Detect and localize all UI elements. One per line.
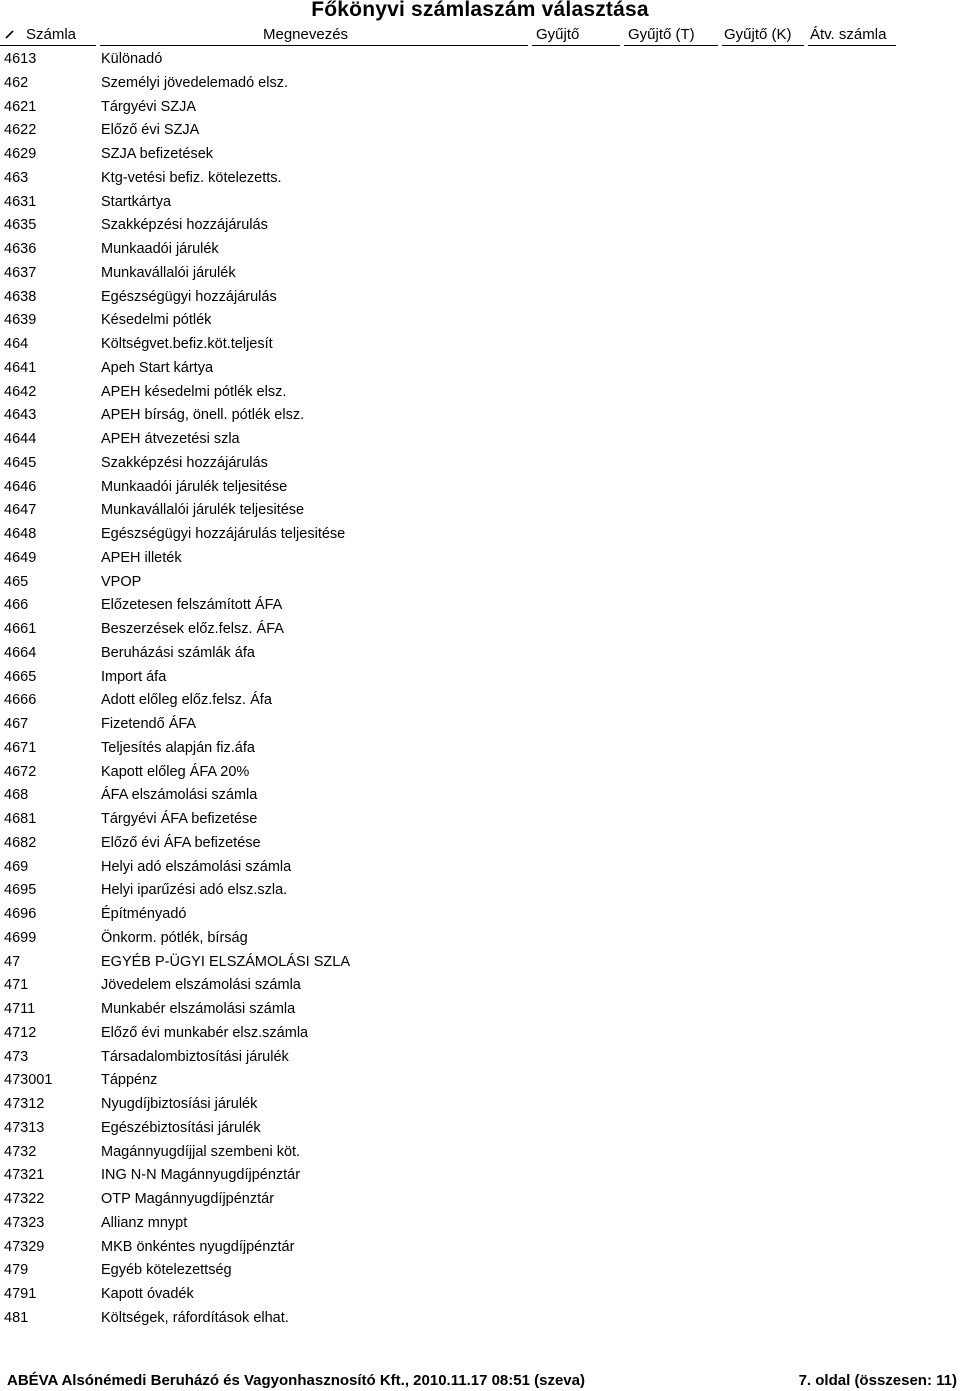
account-name: VPOP: [101, 573, 142, 590]
account-row[interactable]: [0, 262, 960, 286]
account-code: 469: [4, 858, 29, 875]
account-name: OTP Magánnyugdíjpénztár: [101, 1191, 275, 1207]
account-code: 47322: [4, 1191, 45, 1207]
column-header-gyujto-t[interactable]: Gyűjtő (T): [628, 26, 695, 43]
account-name: Egészébiztosítási járulék: [101, 1119, 261, 1136]
account-name: Nyugdíjbiztosíási járulék: [101, 1096, 258, 1112]
account-row[interactable]: [0, 1093, 960, 1117]
account-row[interactable]: [0, 784, 960, 808]
account-code: 468: [4, 787, 29, 804]
account-name: Költségek, ráfordítások elhat.: [101, 1309, 289, 1326]
header-underline: [722, 45, 804, 46]
column-header-gyujto[interactable]: Gyűjtő: [536, 26, 580, 43]
account-row[interactable]: [0, 618, 960, 642]
account-code: 4695: [4, 882, 37, 899]
account-code: 4639: [4, 312, 37, 329]
account-row[interactable]: [0, 642, 960, 666]
account-name: Allianz mnypt: [101, 1214, 188, 1231]
account-name: ÁFA elszámolási számla: [101, 787, 258, 804]
account-name: Előző évi ÁFA befizetése: [101, 834, 261, 851]
account-row[interactable]: [0, 404, 960, 428]
footer-company-info: ABÉVA Alsónémedi Beruházó és Vagyonhasznosító Kft., 2010.11.17 08:51 (szeva): [7, 1372, 585, 1389]
account-code: 47329: [4, 1238, 45, 1255]
account-name: Munkabér elszámolási számla: [101, 1001, 296, 1017]
account-name: SZJA befizetések: [101, 146, 214, 162]
account-row[interactable]: [0, 1236, 960, 1260]
account-name: Előző évi munkabér elsz.számla: [101, 1024, 309, 1041]
header-underline: [100, 45, 528, 46]
account-code: 4641: [4, 359, 37, 376]
account-name: Táppénz: [101, 1072, 158, 1089]
account-name: Fizetendő ÁFA: [101, 716, 197, 732]
account-code: 4635: [4, 217, 37, 234]
account-code: 4643: [4, 407, 37, 424]
account-code: 4646: [4, 478, 37, 495]
account-name: Munkaadói járulék: [101, 241, 219, 257]
account-code: 4732: [4, 1143, 37, 1160]
account-row[interactable]: [0, 309, 960, 333]
header-underline: [532, 45, 620, 46]
account-code: 47323: [4, 1214, 45, 1231]
account-code: 4682: [4, 834, 37, 851]
account-row[interactable]: [0, 381, 960, 405]
account-name: Költségvet.befiz.köt.teljesít: [101, 336, 273, 352]
account-code: 47: [4, 953, 21, 970]
column-header-atv-szamla[interactable]: Átv. számla: [810, 26, 887, 43]
account-name: Import áfa: [101, 668, 167, 685]
account-code: 4712: [4, 1024, 37, 1041]
account-code: 4638: [4, 288, 37, 305]
account-row[interactable]: [0, 357, 960, 381]
account-name: Önkorm. pótlék, bírság: [101, 929, 248, 946]
account-code: 471: [4, 977, 29, 994]
account-code: 47321: [4, 1167, 45, 1184]
account-row[interactable]: [0, 1212, 960, 1236]
account-row[interactable]: [0, 689, 960, 713]
account-row[interactable]: [0, 737, 960, 761]
account-name: Kapott óvadék: [101, 1286, 194, 1302]
account-name: Apeh Start kártya: [101, 359, 214, 376]
account-name: Szakképzési hozzájárulás: [101, 217, 268, 234]
account-code: 4613: [4, 51, 37, 67]
account-row[interactable]: [0, 476, 960, 500]
column-header-szamla[interactable]: Számla: [26, 26, 77, 43]
account-code: 465: [4, 573, 29, 590]
account-row[interactable]: [0, 547, 960, 571]
account-row[interactable]: [0, 428, 960, 452]
account-row[interactable]: [0, 191, 960, 215]
header-underline: [624, 45, 718, 46]
account-row[interactable]: [0, 452, 960, 476]
account-row[interactable]: [0, 927, 960, 951]
account-row[interactable]: [0, 96, 960, 120]
account-code: 4696: [4, 906, 37, 922]
account-code: 466: [4, 597, 29, 614]
account-row[interactable]: [0, 238, 960, 262]
account-name: Különadó: [101, 51, 163, 67]
account-row[interactable]: [0, 1259, 960, 1283]
account-code: 4645: [4, 454, 37, 471]
account-code: 4621: [4, 98, 37, 115]
account-name: ING N-N Magánnyugdíjpénztár: [101, 1167, 301, 1184]
account-name: Munkavállalói járulék: [101, 264, 236, 281]
account-name: Helyi adó elszámolási számla: [101, 858, 292, 875]
account-code: 479: [4, 1262, 29, 1279]
account-code: 4671: [4, 739, 37, 756]
account-row[interactable]: [0, 998, 960, 1022]
account-code: 4665: [4, 668, 37, 685]
account-row[interactable]: [0, 879, 960, 903]
account-name: Építményadó: [101, 906, 187, 922]
account-code: 473: [4, 1048, 29, 1065]
account-name: EGYÉB P-ÜGYI ELSZÁMOLÁSI SZLA: [101, 953, 350, 970]
account-code: 4622: [4, 122, 37, 139]
account-row[interactable]: [0, 856, 960, 880]
account-code: 4649: [4, 549, 37, 566]
account-row[interactable]: [0, 214, 960, 238]
account-row[interactable]: [0, 48, 960, 72]
account-code: 4661: [4, 621, 37, 637]
account-name: Munkaadói járulék teljesitése: [101, 478, 288, 495]
header-underline: [0, 45, 96, 46]
page-title: Főkönyvi számlaszám választása: [311, 0, 649, 21]
account-name: MKB önkéntes nyugdíjpénztár: [101, 1238, 295, 1255]
account-code: 4631: [4, 193, 37, 210]
account-name: Beszerzések előz.felsz. ÁFA: [101, 621, 284, 637]
account-code: 4699: [4, 929, 37, 946]
account-row[interactable]: [0, 1117, 960, 1141]
account-row[interactable]: [0, 1141, 960, 1165]
account-code: 467: [4, 716, 29, 732]
account-name: APEH illeték: [101, 549, 182, 566]
account-code: 47312: [4, 1096, 45, 1112]
account-row[interactable]: [0, 903, 960, 927]
account-name: Jövedelem elszámolási számla: [101, 977, 301, 994]
account-code: 4642: [4, 383, 37, 400]
account-row[interactable]: [0, 1022, 960, 1046]
account-name: Tárgyévi ÁFA befizetése: [101, 811, 258, 827]
account-name: Teljesítés alapján fiz.áfa: [101, 739, 255, 756]
account-name: Személyi jövedelemadó elsz.: [101, 74, 288, 91]
account-row[interactable]: [0, 951, 960, 975]
account-name: Magánnyugdíjjal szembeni köt.: [101, 1143, 301, 1160]
account-code: 4666: [4, 692, 37, 709]
account-code: 4647: [4, 502, 37, 519]
account-name: Szakképzési hozzájárulás: [101, 454, 268, 471]
account-row[interactable]: [0, 167, 960, 191]
account-row[interactable]: [0, 571, 960, 595]
account-row[interactable]: [0, 72, 960, 96]
account-name: Előzetesen felszámított ÁFA: [101, 597, 283, 614]
account-name: Előző évi SZJA: [101, 122, 200, 139]
account-code: 4681: [4, 811, 37, 827]
account-row[interactable]: [0, 1307, 960, 1331]
account-name: Beruházási számlák áfa: [101, 644, 255, 661]
account-name: Kapott előleg ÁFA 20%: [101, 763, 250, 780]
account-row[interactable]: [0, 523, 960, 547]
account-name: Ktg-vetési befiz. kötelezetts.: [101, 169, 282, 186]
account-code: 47313: [4, 1119, 45, 1136]
account-code: 4664: [4, 644, 37, 661]
account-row[interactable]: [0, 119, 960, 143]
column-header-gyujto-k[interactable]: Gyűjtő (K): [724, 26, 792, 43]
account-name: Startkártya: [101, 193, 172, 210]
account-row[interactable]: [0, 1069, 960, 1093]
account-name: Egészségügyi hozzájárulás: [101, 288, 277, 305]
sort-icon[interactable]: [5, 30, 14, 39]
account-row[interactable]: [0, 1188, 960, 1212]
account-code: 4672: [4, 763, 37, 780]
footer-page-number: 7. oldal (összesen: 11): [798, 1372, 957, 1389]
header-underline: [808, 45, 896, 46]
account-row[interactable]: [0, 974, 960, 998]
account-code: 473001: [4, 1072, 53, 1089]
account-row[interactable]: [0, 761, 960, 785]
account-name: APEH bírság, önell. pótlék elsz.: [101, 407, 305, 424]
account-row[interactable]: [0, 713, 960, 737]
account-row[interactable]: [0, 1164, 960, 1188]
account-name: Tárgyévi SZJA: [101, 98, 197, 115]
account-code: 463: [4, 169, 29, 186]
account-row[interactable]: [0, 1283, 960, 1307]
account-name: Társadalombiztosítási járulék: [101, 1048, 289, 1065]
account-row[interactable]: [0, 832, 960, 856]
account-code: 4636: [4, 241, 37, 257]
column-header-megnevezes[interactable]: Megnevezés: [263, 26, 349, 43]
account-row[interactable]: [0, 808, 960, 832]
account-code: 4791: [4, 1286, 37, 1302]
account-row[interactable]: [0, 1046, 960, 1070]
account-name: Egyéb kötelezettség: [101, 1262, 232, 1279]
account-name: Munkavállalói járulék teljesitése: [101, 502, 305, 519]
account-code: 462: [4, 74, 29, 91]
account-name: Adott előleg előz.felsz. Áfa: [101, 692, 272, 709]
account-code: 4711: [4, 1001, 36, 1017]
account-code: 4637: [4, 264, 37, 281]
account-name: Késedelmi pótlék: [101, 312, 212, 329]
account-row[interactable]: [0, 143, 960, 167]
account-row[interactable]: [0, 286, 960, 310]
account-code: 464: [4, 336, 29, 352]
account-name: Egészségügyi hozzájárulás teljesitése: [101, 526, 346, 542]
account-name: APEH átvezetési szla: [101, 431, 240, 447]
account-row[interactable]: [0, 499, 960, 523]
account-row[interactable]: [0, 333, 960, 357]
account-code: 4644: [4, 431, 37, 447]
account-code: 481: [4, 1309, 29, 1326]
column-header-row: [0, 26, 960, 46]
account-list: [0, 48, 960, 1331]
account-code: 4629: [4, 146, 37, 162]
account-name: Helyi iparűzési adó elsz.szla.: [101, 882, 288, 899]
account-code: 4648: [4, 526, 37, 542]
account-row[interactable]: [0, 594, 960, 618]
account-row[interactable]: [0, 666, 960, 690]
account-name: APEH késedelmi pótlék elsz.: [101, 383, 287, 400]
